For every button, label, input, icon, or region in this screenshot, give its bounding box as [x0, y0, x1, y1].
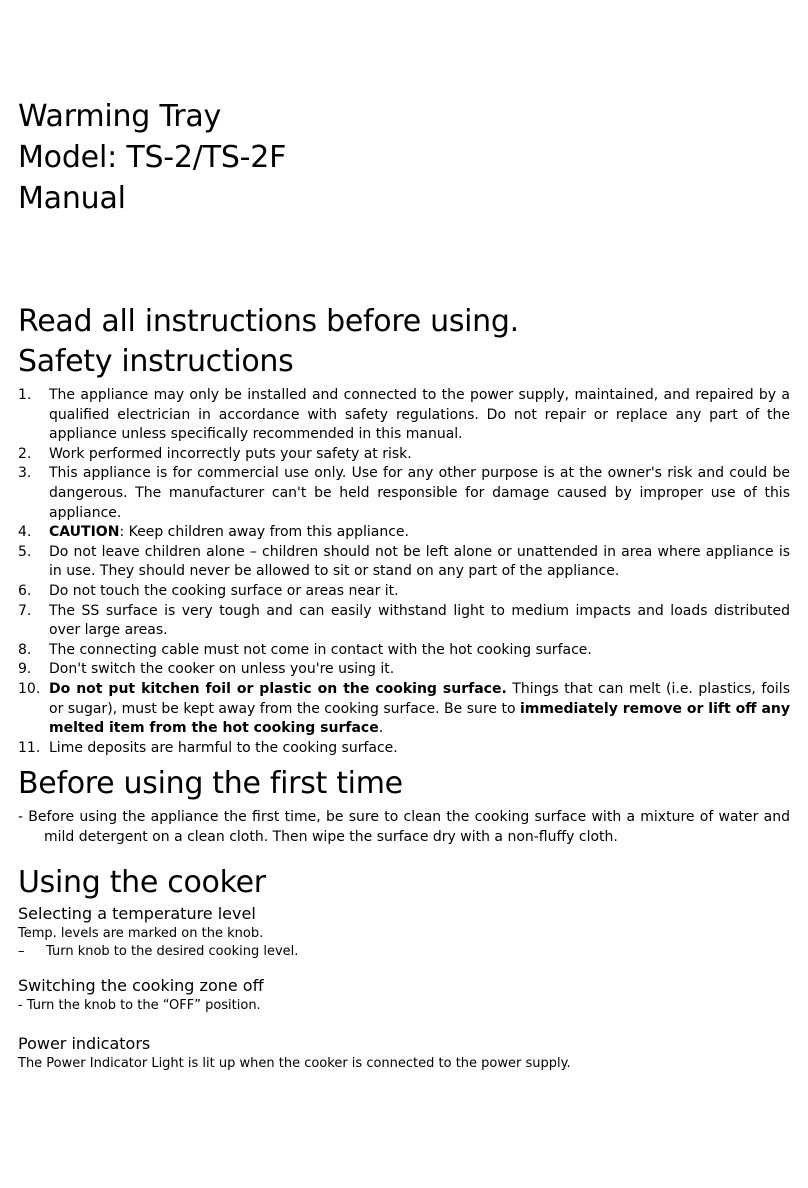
- switch-off-text: - Turn the knob to the “OFF” position.: [18, 998, 261, 1013]
- first-time-heading: Before using the first time: [18, 766, 403, 801]
- using-cooker-section: [18, 863, 790, 1073]
- first-time-text: - Before using the appliance the first time, be sure to clean the cooking surface with a mixture of water and mild detergent on a clean cloth. Then wipe the surface dry with a non-fluffy cloth.: [18, 809, 790, 845]
- read-instructions-heading: Read all instructions before using.: [18, 304, 519, 339]
- temperature-text: Temp. levels are marked on the knob.: [18, 926, 264, 941]
- manual-title: Manual: [18, 181, 126, 216]
- list-item: 8. The connecting cable must not come in contact with the hot cooking surface.: [18, 641, 592, 658]
- temperature-step: – Turn knob to the desired cooking level.: [18, 944, 299, 959]
- power-indicator-heading: Power indicators: [18, 1034, 151, 1053]
- dash-bullet: –: [18, 944, 25, 959]
- list-item: 5. Do not leave children alone – children should not be left alone or unattended in area where appliance is in use. They should never be allowed to sit or stand on any part of the appliance.: [18, 543, 790, 580]
- title-block: [18, 96, 286, 219]
- safety-list: [18, 386, 790, 758]
- model-title: Model: TS-2/TS-2F: [18, 140, 287, 175]
- list-item: 3. This appliance is for commercial use only. Use for any other purpose is at the owner's risk and could be dangerous. The manufacturer can't be held responsible for damage caused by improper use of this appliance.: [18, 465, 790, 521]
- list-item: 9. Don't switch the cooker on unless you're using it.: [18, 661, 395, 678]
- switch-off-heading: Switching the cooking zone off: [18, 976, 264, 995]
- product-title: Warming Tray: [18, 99, 222, 134]
- first-time-section: [18, 764, 790, 847]
- safety-heading: Safety instructions: [18, 344, 294, 379]
- list-item: 6. Do not touch the cooking surface or areas near it.: [18, 582, 399, 599]
- using-cooker-heading: Using the cooker: [18, 865, 266, 900]
- list-item: 4. CAUTION: Keep children away from this appliance.: [18, 524, 409, 541]
- list-item: 11. Lime deposits are harmful to the cooking surface.: [18, 739, 398, 756]
- list-item: 2. Work performed incorrectly puts your safety at risk.: [18, 445, 412, 462]
- list-item: 7. The SS surface is very tough and can easily withstand light to medium impacts and loads distributed over large areas.: [18, 602, 790, 639]
- temperature-heading: Selecting a temperature level: [18, 904, 256, 923]
- list-item: 1. The appliance may only be installed and connected to the power supply, maintained, and repaired by a qualified electrician in accordance with safety regulations. Do not repair or replace any part of the appliance unless specifically recommended in this manual.: [18, 387, 790, 443]
- list-item: 10. Do not put kitchen foil or plastic on the cooking surface. Things that can melt (i.e. plastics, foils or sugar), must be kept away from the cooking surface. Be sure to immediately remove or lift off any melted item from the hot cooking surface.: [18, 680, 791, 737]
- power-indicator-text: The Power Indicator Light is lit up when the cooker is connected to the power supply.: [18, 1056, 571, 1071]
- safety-section: [18, 302, 790, 758]
